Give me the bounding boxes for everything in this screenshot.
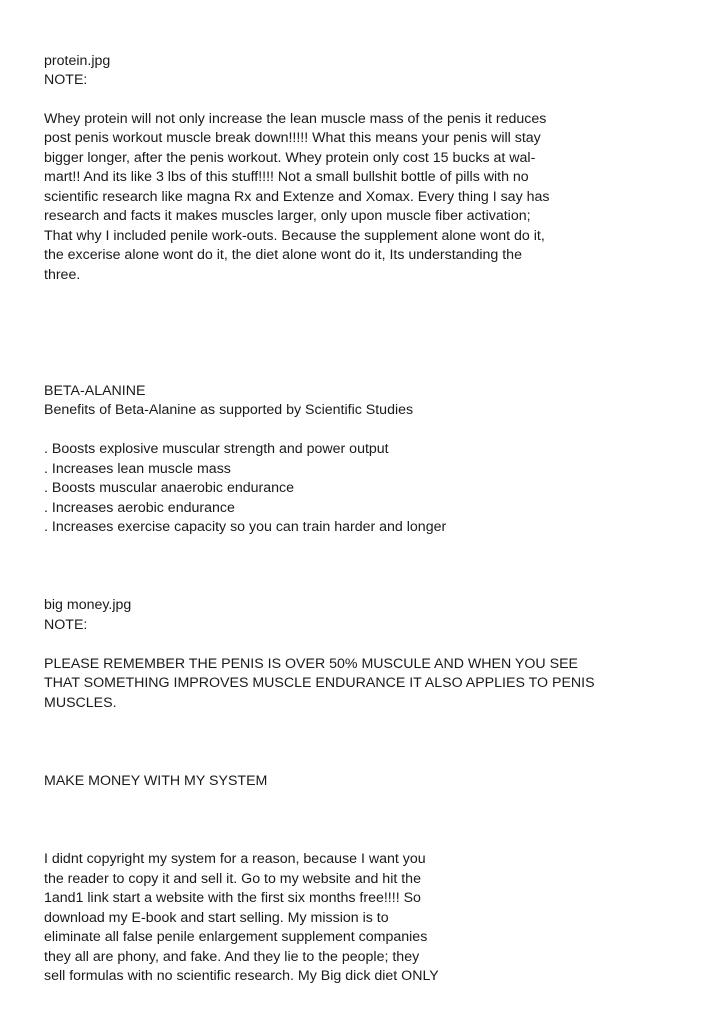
- note-label: NOTE:: [44, 617, 88, 633]
- paragraph-line: research and facts it makes muscles larger, only upon muscle fiber activation;: [44, 208, 531, 224]
- paragraph-line: scientific research like magna Rx and Extenze and Xomax. Every thing I say has: [44, 189, 550, 205]
- paragraph-line: sell formulas with no scientific research. My Big dick diet ONLY: [44, 968, 439, 984]
- caps-paragraph-line: MUSCLES.: [44, 695, 117, 711]
- benefit-list-item: . Boosts muscular anaerobic endurance: [44, 480, 294, 496]
- image-filename-big-money: big money.jpg: [44, 597, 132, 613]
- caps-paragraph-line: PLEASE REMEMBER THE PENIS IS OVER 50% MUSCULE AND WHEN YOU SEE: [44, 656, 579, 672]
- note-label: NOTE:: [44, 72, 88, 88]
- paragraph-line: eliminate all false penile enlargement supplement companies: [44, 929, 428, 945]
- paragraph-line: the excerise alone wont do it, the diet alone wont do it, Its understanding the: [44, 247, 522, 263]
- benefit-list-item: . Increases lean muscle mass: [44, 461, 231, 477]
- paragraph-line: download my E-book and start selling. My mission is to: [44, 910, 389, 926]
- paragraph-line: I didnt copyright my system for a reason, because I want you: [44, 851, 426, 867]
- paragraph-line: Whey protein will not only increase the lean muscle mass of the penis it reduces: [44, 111, 547, 127]
- benefit-list-item: . Increases exercise capacity so you can train harder and longer: [44, 519, 447, 535]
- section-heading-beta-alanine: BETA-ALANINE: [44, 383, 146, 399]
- paragraph-line: mart!! And its like 3 lbs of this stuff!!!! Not a small bullshit bottle of pills with no: [44, 169, 529, 185]
- paragraph-line: post penis workout muscle break down!!!!! What this means your penis will stay: [44, 130, 541, 146]
- paragraph-line: That why I included penile work-outs. Because the supplement alone wont do it,: [44, 228, 545, 244]
- paragraph-line: bigger longer, after the penis workout. Whey protein only cost 15 bucks at wal-: [44, 150, 536, 166]
- image-filename-protein: protein.jpg: [44, 53, 111, 69]
- benefit-list-item: . Increases aerobic endurance: [44, 500, 235, 516]
- caps-paragraph-line: THAT SOMETHING IMPROVES MUSCLE ENDURANCE IT ALSO APPLIES TO PENIS: [44, 675, 595, 691]
- section-subheading: Benefits of Beta-Alanine as supported by Scientific Studies: [44, 402, 414, 418]
- paragraph-line: they all are phony, and fake. And they lie to the people; they: [44, 949, 420, 965]
- paragraph-line: 1and1 link start a website with the first six months free!!!! So: [44, 890, 421, 906]
- section-heading-make-money: MAKE MONEY WITH MY SYSTEM: [44, 773, 268, 789]
- benefit-list-item: . Boosts explosive muscular strength and power output: [44, 441, 389, 457]
- paragraph-line: three.: [44, 267, 81, 283]
- paragraph-line: the reader to copy it and sell it. Go to my website and hit the: [44, 871, 421, 887]
